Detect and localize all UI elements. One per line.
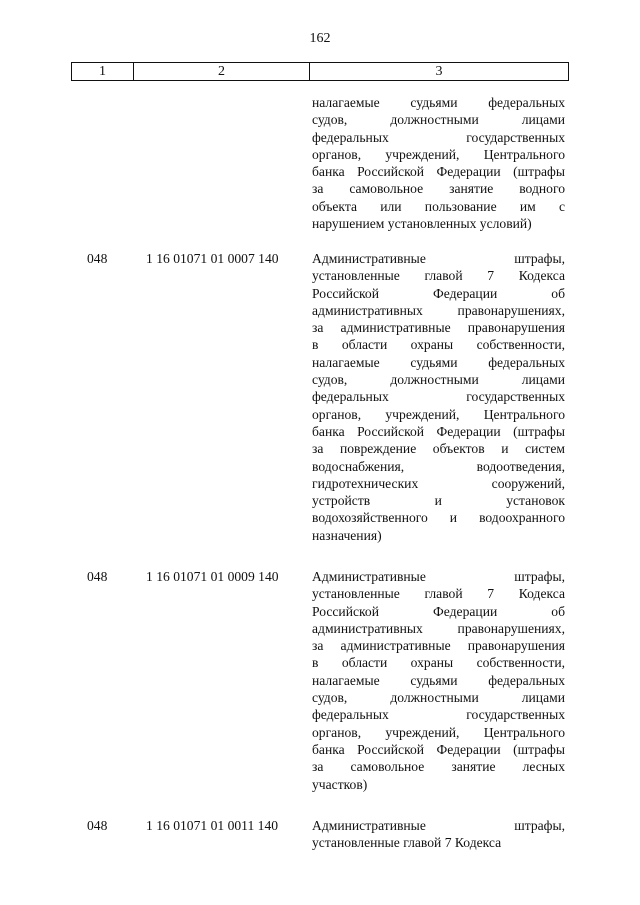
description-line: назначения): [312, 527, 382, 543]
description-line: в области охраны собственности,: [312, 337, 565, 353]
description-line: за самовольное занятие водного: [312, 181, 565, 197]
table-header: [71, 62, 569, 81]
description-line: федеральных государственных: [312, 389, 565, 405]
income-description: [312, 817, 565, 852]
header-col-1: 1: [72, 63, 134, 81]
description-line: устройств и установок: [312, 493, 565, 509]
description-line: объекта или пользование им с: [312, 198, 565, 214]
description-line: за самовольное занятие лесных: [312, 759, 565, 775]
description-line: Российской Федерации об: [312, 285, 565, 301]
description-line: Административные штрафы,: [312, 251, 565, 266]
description-line: участков): [312, 776, 368, 792]
description-line: органов, учреждений, Центрального: [312, 406, 565, 422]
description-line: судов, должностными лицами: [312, 112, 565, 128]
description-line: судов, должностными лицами: [312, 372, 565, 388]
budget-classification-code: 1 16 01071 01 0011 140: [146, 818, 279, 833]
header-col-3: 3: [310, 63, 569, 81]
description-line: установленные главой 7 Кодекса: [312, 586, 565, 602]
page-number: 162: [309, 31, 331, 46]
description-line: в области охраны собственности,: [312, 655, 565, 671]
description-line: Административные штрафы,: [312, 569, 565, 584]
description-line: федеральных государственных: [312, 707, 565, 723]
description-line: федеральных государственных: [312, 129, 565, 145]
description-line: административных правонарушениях,: [312, 620, 565, 636]
description-line: административных правонарушениях,: [312, 302, 565, 318]
admin-code: 048: [87, 818, 108, 833]
description-line: за административные правонарушения: [312, 638, 565, 654]
description-line: банка Российской Федерации (штрафы: [312, 423, 565, 439]
description-line: органов, учреждений, Центрального: [312, 724, 565, 740]
budget-classification-code: 1 16 01071 01 0007 140: [146, 251, 279, 266]
description-line: за повреждение объектов и систем: [312, 441, 565, 457]
description-line: водоснабжения, водоотведения,: [312, 458, 565, 474]
description-line: органов, учреждений, Центрального: [312, 146, 565, 162]
continuation-description: [312, 94, 565, 232]
description-line: банка Российской Федерации (штрафы: [312, 741, 565, 757]
budget-classification-code: 1 16 01071 01 0009 140: [146, 569, 279, 584]
income-description: [312, 250, 565, 544]
description-line: гидротехнических сооружений,: [312, 475, 565, 491]
description-line: Российской Федерации об: [312, 603, 565, 619]
description-line: банка Российской Федерации (штрафы: [312, 164, 565, 180]
admin-code: 048: [87, 251, 108, 266]
description-line: налагаемые судьями федеральных: [312, 354, 565, 370]
description-line: установленные главой 7 Кодекса: [312, 268, 565, 284]
description-line: налагаемые судьями федеральных: [312, 95, 565, 110]
admin-code: 048: [87, 569, 108, 584]
description-line: установленные главой 7 Кодекса: [312, 835, 502, 851]
income-description: [312, 568, 565, 793]
description-line: водохозяйственного и водоохранного: [312, 510, 565, 526]
description-line: судов, должностными лицами: [312, 690, 565, 706]
description-line: Административные штрафы,: [312, 818, 565, 833]
description-line: за административные правонарушения: [312, 320, 565, 336]
header-col-2: 2: [134, 63, 310, 81]
description-line: налагаемые судьями федеральных: [312, 672, 565, 688]
description-line: нарушением установленных условий): [312, 216, 532, 232]
